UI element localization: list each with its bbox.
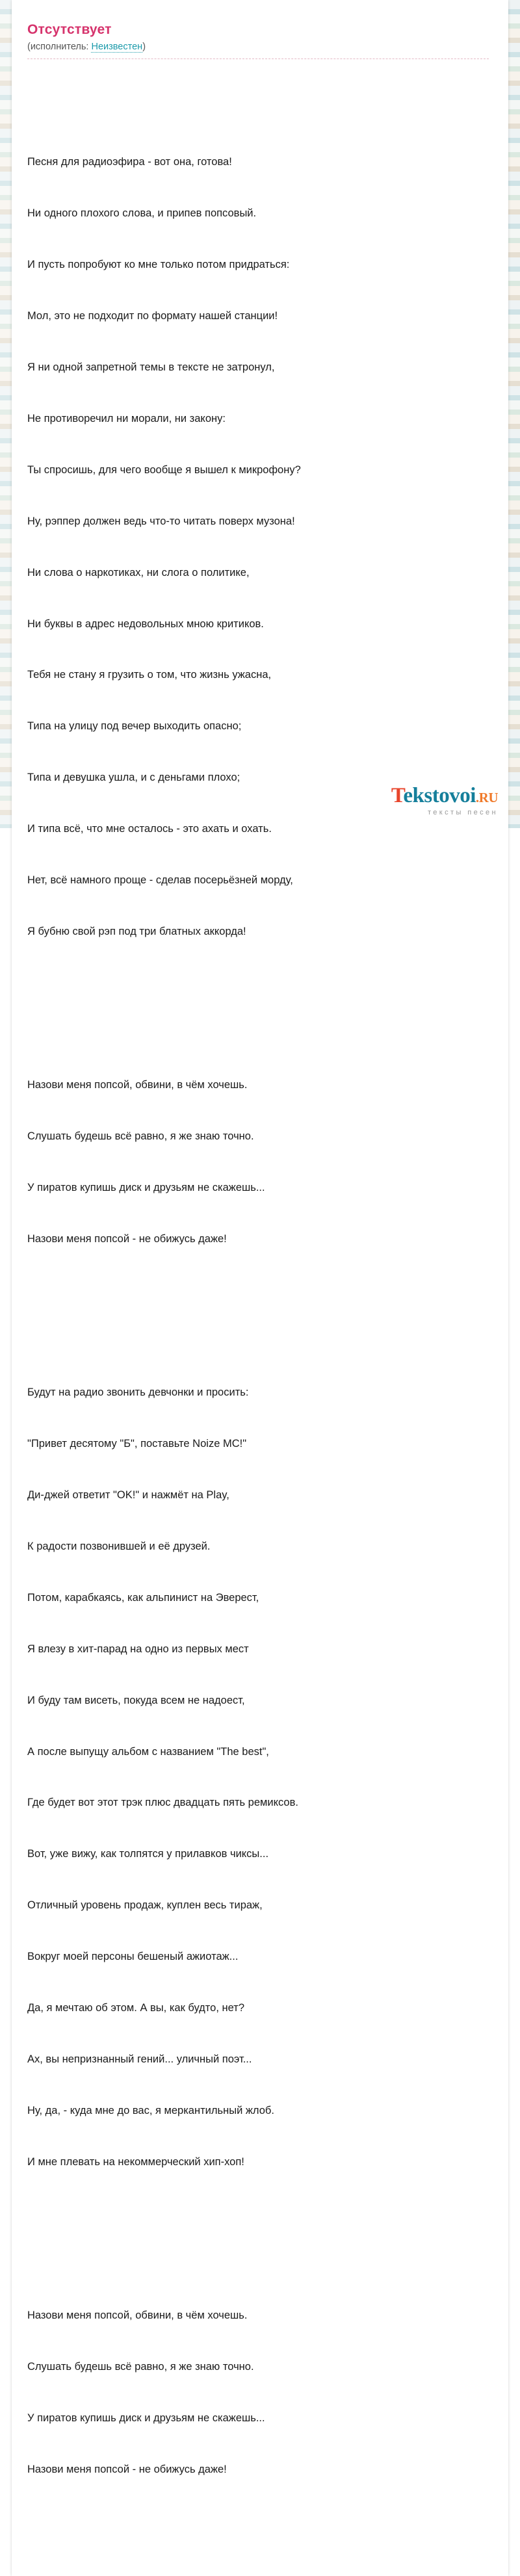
lyrics-line: Я ни одной запретной темы в тексте не затронул, bbox=[27, 361, 275, 374]
artist-line bbox=[27, 42, 489, 52]
lyrics-line: Где будет вот этот трэк плюс двадцать пять ремиксов. bbox=[27, 1797, 298, 1809]
lyrics-line: Да, я мечтаю об этом. А вы, как будто, нет? bbox=[27, 2001, 244, 2014]
lyrics-line: Назови меня попсой, обвини, в чём хочешь. bbox=[27, 1079, 248, 1091]
page-title: Отсутствует bbox=[27, 22, 112, 37]
lyrics-line: У пиратов купишь диск и друзьям не скажешь... bbox=[27, 2412, 265, 2424]
lyrics-line: Тебя не стану я грузить о том, что жизнь ужасна, bbox=[27, 669, 272, 681]
lyrics-line: Песня для радиоэфира - вот она, готова! bbox=[27, 156, 232, 168]
lyrics-line: Будут на радио звонить девчонки и просить: bbox=[27, 1386, 249, 1399]
lyrics-sheet bbox=[12, 0, 508, 2576]
background-left-band bbox=[0, 0, 12, 828]
lyrics-line: Вокруг моей персоны бешеный ажиотаж... bbox=[27, 1951, 239, 1963]
artist-prefix-label: (исполнитель: bbox=[27, 42, 92, 52]
lyrics-line: Отличный уровень продаж, куплен весь тираж, bbox=[27, 1899, 263, 1912]
lyrics-line: Назови меня попсой - не обижусь даже! bbox=[27, 2463, 227, 2475]
lyrics-line: И буду там висеть, покуда всем не надоест, bbox=[27, 1694, 245, 1706]
lyrics-line: Слушать будешь всё равно, я же знаю точно. bbox=[27, 2360, 254, 2373]
lyrics-line: Слушать будешь всё равно, я же знаю точно. bbox=[27, 1130, 254, 1143]
lyrics-body bbox=[27, 68, 489, 2563]
lyrics-line: А после выпущу альбом с названием "The best", bbox=[27, 1745, 269, 1758]
lyrics-line: Ну, да, - куда мне до вас, я меркантильный жлоб. bbox=[27, 2104, 274, 2116]
site-logo-name: ekstovoi bbox=[403, 784, 476, 807]
lyrics-verse bbox=[27, 2272, 489, 2512]
artist-link[interactable]: Неизвестен bbox=[91, 42, 143, 52]
lyrics-line: Ты спросишь, для чего вообще я вышел к микрофону? bbox=[27, 463, 301, 476]
lyrics-line: Ди-джей ответит "OK!" и нажмёт на Play, bbox=[27, 1489, 229, 1502]
lyrics-verse bbox=[27, 120, 489, 974]
lyrics-line: Ни одного плохого слова, и припев попсовый. bbox=[27, 207, 257, 220]
lyrics-line: К радости позвонившей и её друзей. bbox=[27, 1540, 211, 1552]
lyrics-line: Ни буквы в адрес недовольных мною критиков. bbox=[27, 618, 264, 630]
lyrics-line: И пусть попробуют ко мне только потом придраться: bbox=[27, 259, 290, 271]
lyrics-line: Мол, это не подходит по формату нашей станции! bbox=[27, 310, 278, 322]
lyrics-line: У пиратов купишь диск и друзьям не скажешь... bbox=[27, 1182, 265, 1193]
site-logo-tld: .RU bbox=[475, 790, 498, 805]
lyrics-line: И мне плевать на некоммерческий хип-хоп! bbox=[27, 2155, 244, 2168]
lyrics-line: Типа и девушка ушла, и с деньгами плохо; bbox=[27, 772, 240, 784]
lyrics-line: Вот, уже вижу, как толпятся у прилавков чиксы... bbox=[27, 1848, 269, 1860]
lyrics-line: И типа всё, что мне осталось - это ахать и охать. bbox=[27, 823, 272, 835]
site-logo-initial: T bbox=[391, 784, 404, 807]
lyrics-line: Ну, рэппер должен ведь что-то читать поверх музона! bbox=[27, 515, 295, 527]
lyrics-verse bbox=[27, 1350, 489, 2205]
site-logo-text bbox=[391, 785, 498, 807]
lyrics-line: Ни слова о наркотиках, ни слога о политике, bbox=[27, 566, 250, 579]
lyrics-line: Потом, карабкаясь, как альпинист на Эверест, bbox=[27, 1591, 259, 1604]
lyrics-line: "Привет десятому "Б", поставьте Noize MC!" bbox=[27, 1438, 247, 1450]
lyrics-line: Я влезу в хит-парад на одно из первых мест bbox=[27, 1643, 249, 1655]
lyrics-line: Ах, вы непризнанный гений... уличный поэт... bbox=[27, 2053, 252, 2065]
artist-suffix-label: ) bbox=[142, 42, 146, 52]
lyrics-line: Нет, всё намного проще - сделав посерьёзней морду, bbox=[27, 874, 293, 886]
site-logo-tagline: тексты песен bbox=[427, 809, 498, 816]
lyrics-line: Назови меня попсой, обвини, в чём хочешь. bbox=[27, 2309, 248, 2321]
lyrics-line: Типа на улицу под вечер выходить опасно; bbox=[27, 720, 242, 733]
lyrics-line: Я бубню свой рэп под три блатных аккорда! bbox=[27, 925, 246, 937]
lyrics-verse bbox=[27, 1043, 489, 1282]
lyrics-line: Назови меня попсой - не обижусь даже! bbox=[27, 1232, 227, 1245]
lyrics-line: Не противоречил ни морали, ни закону: bbox=[27, 412, 226, 424]
site-logo[interactable] bbox=[391, 785, 498, 816]
